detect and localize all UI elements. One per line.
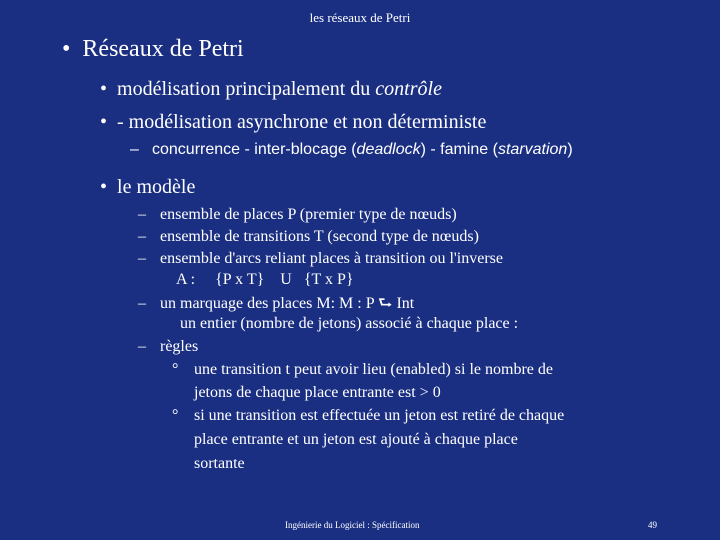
dash-icon: –	[138, 206, 146, 223]
rules-label: règles	[160, 338, 199, 355]
sub-text: concurrence - inter-blocage (	[152, 141, 357, 158]
model-item-text: ensemble de transitions T (second type de nœuds)	[160, 228, 479, 245]
bullet-icon: •	[100, 78, 108, 100]
sub-text: )	[567, 141, 573, 158]
rule-text-continued: place entrante et un jeton est ajouté à chaque place	[194, 431, 518, 448]
bullet-item	[100, 78, 442, 101]
model-item-text: ensemble d'arcs reliant places à transition ou l'inverse	[160, 250, 503, 267]
model-item-text: ensemble de places P (premier type de nœuds)	[160, 206, 457, 223]
rule-text: une transition t peut avoir lieu (enabled) si le nombre de	[194, 361, 553, 378]
degree-bullet-icon: °	[172, 407, 179, 424]
bullet-text: le modèle	[117, 176, 196, 198]
marking-type: Int	[392, 295, 415, 312]
arrow-icon: ⮑	[378, 295, 393, 312]
bullet-text: modélisation principalement du	[117, 78, 376, 100]
sub-text: ) - famine (	[420, 141, 498, 158]
formula: A : {P x T} U {T x P}	[176, 271, 354, 288]
sub-text-starvation: starvation	[497, 141, 568, 158]
slide-title-text: Réseaux de Petri	[82, 36, 244, 62]
rule-text-continued: jetons de chaque place entrante est > 0	[194, 384, 441, 401]
model-item	[138, 250, 503, 268]
footer-title: Ingénierie du Logiciel : Spécification	[285, 520, 420, 530]
degree-bullet-icon: °	[172, 361, 179, 378]
slide-title	[62, 36, 244, 63]
rule-text: si une transition est effectuée un jeton est retiré de chaque	[194, 407, 565, 424]
marking-text: un marquage des places M: M : P	[160, 295, 379, 312]
dash-icon: –	[138, 250, 146, 267]
model-item-rules	[138, 338, 198, 356]
rule-item	[172, 361, 553, 379]
bullet-text-emphasis: contrôle	[375, 78, 442, 100]
model-item	[138, 206, 457, 224]
bullet-item	[100, 111, 486, 134]
bullet-icon: •	[62, 36, 71, 62]
page-number: 49	[648, 520, 657, 530]
dash-icon: –	[138, 295, 146, 312]
sub-item-concurrence	[130, 141, 573, 159]
dash-icon: –	[138, 338, 146, 355]
rule-item	[172, 407, 564, 425]
dash-icon: –	[130, 141, 139, 158]
marking-description: un entier (nombre de jetons) associé à chaque place :	[180, 315, 519, 332]
bullet-icon: •	[100, 111, 108, 133]
bullet-text: - modélisation asynchrone et non déterministe	[117, 111, 487, 133]
model-item	[138, 228, 479, 246]
bullet-item-model	[100, 176, 195, 199]
sub-text-deadlock: deadlock	[356, 141, 421, 158]
slide-header: les réseaux de Petri	[309, 10, 411, 25]
bullet-icon: •	[100, 176, 108, 198]
rule-text-continued: sortante	[194, 455, 245, 472]
dash-icon: –	[138, 228, 146, 245]
